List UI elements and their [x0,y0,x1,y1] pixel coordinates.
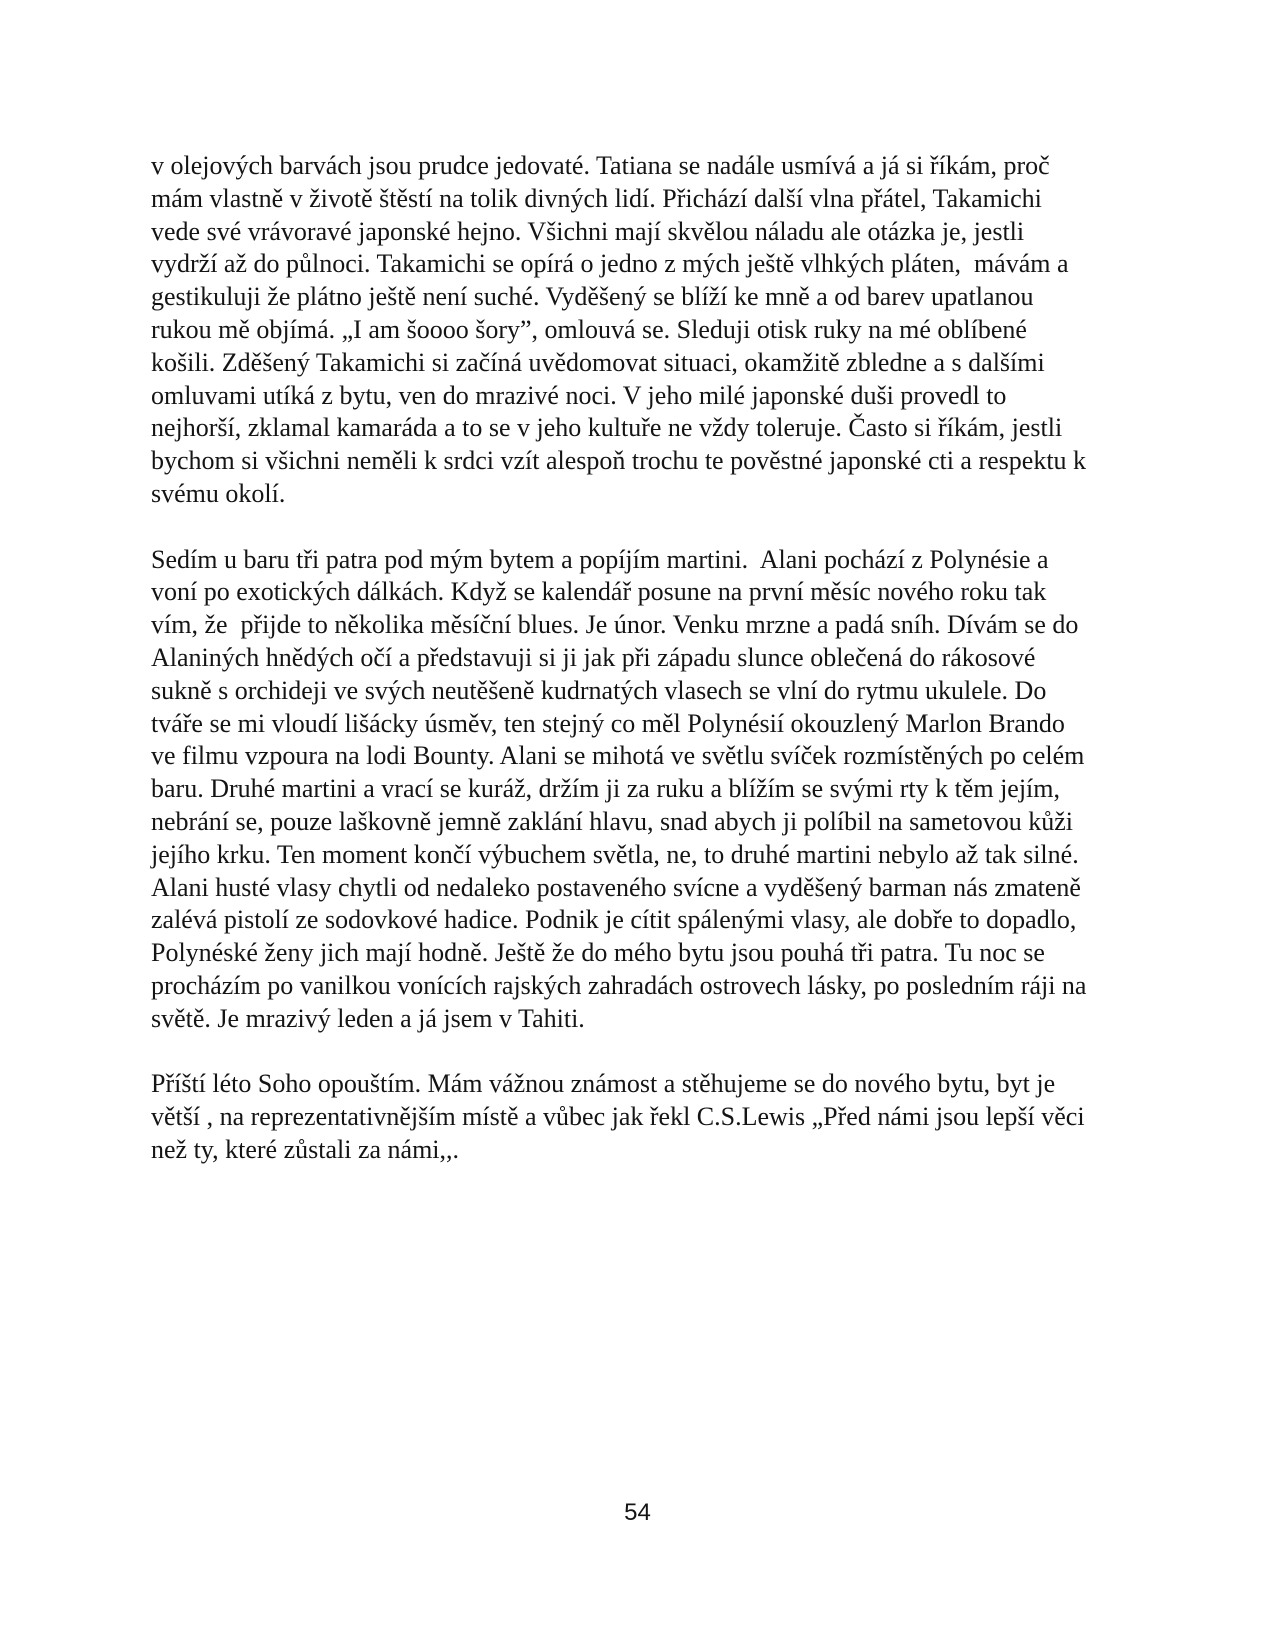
text-line: voní po exotických dálkách. Když se kalendář posune na první měsíc nového roku tak [151,577,1047,607]
paragraph-3 [151,1068,1131,1166]
text-line: baru. Druhé martini a vrací se kuráž, držím ji za ruku a blížím se svými rty k těm jejím, [151,774,1060,804]
text-line: košili. Zděšený Takamichi si začíná uvědomovat situaci, okamžitě zbledne a s dalšími [151,347,1045,377]
text-line: tváře se mi vloudí lišácky úsměv, ten stejný co měl Polynésií okouzlený Marlon Brando [151,708,1065,738]
text-line: Sedím u baru tři patra pod mým bytem a popíjím martini. Alani pochází z Polynésie a [151,544,1049,574]
text-line: sukně s orchideji ve svých neutěšeně kudrnatých vlasech se vlní do rytmu ukulele. Do [151,675,1047,705]
text-line: Polynéské ženy jich mají hodně. Ještě že do mého bytu jsou pouhá tři patra. Tu noc se [151,938,1045,968]
text-line: nebrání se, pouze laškovně jemně zaklání hlavu, snad abych ji políbil na sametovou kůži [151,806,1074,836]
text-line: Příští léto Soho opouštím. Mám vážnou známost a stěhujeme se do nového bytu, byt je [151,1069,1056,1099]
text-line: větší , na reprezentativnějším místě a vůbec jak řekl C.S.Lewis „Před námi jsou lepší věci [151,1102,1085,1132]
text-line: omluvami utíká z bytu, ven do mrazivé noci. V jeho milé japonské duši provedl to [151,380,1007,410]
text-line: svému okolí. [151,478,286,508]
text-line: vydrží až do půlnoci. Takamichi se opírá o jedno z mých ještě vlhkých pláten, mávám a [151,249,1069,279]
text-line: procházím po vanilkou vonících rajských zahradách ostrovech lásky, po posledním ráji na [151,970,1087,1000]
text-line: vím, že přijde to několika měsíční blues. Je únor. Venku mrzne a padá sníh. Dívám se do [151,610,1079,640]
text-line: světě. Je mrazivý leden a já jsem v Tahiti. [151,1003,585,1033]
paragraph-2 [151,544,1131,1036]
paragraph-1 [151,150,1131,511]
text-line: gestikuluji že plátno ještě není suché. Vyděšený se blíží ke mně a od barev upatlanou [151,282,1034,312]
text-line: bychom si všichni neměli k srdci vzít alespoň trochu te pověstné japonské cti a respektu k [151,446,1087,476]
text-line: jejího krku. Ten moment končí výbuchem světla, ne, to druhé martini nebylo až tak silné. [151,839,1079,869]
text-line: zalévá pistolí ze sodovkové hadice. Podnik je cítit spálenými vlasy, ale dobře to dopadlo, [151,905,1077,935]
text-line: rukou mě objímá. „I am šoooo šory”, omlouvá se. Sleduji otisk ruky na mé oblíbené [151,314,1027,344]
text-line: vede své vrávoravé japonské hejno. Všichni mají skvělou náladu ale otázka je, jestli [151,216,1025,246]
text-line: ve filmu vzpoura na lodi Bounty. Alani se mihotá ve světlu svíček rozmístěných po celém [151,741,1085,771]
body-text [151,150,1131,1167]
text-line: Alaniných hnědých očí a představuji si ji jak při západu slunce oblečená do rákosové [151,642,1036,672]
page-number: 54 [624,1499,651,1526]
text-line: mám vlastně v životě štěstí na tolik divných lidí. Přichází další vlna přátel, Takamichi [151,183,1042,213]
text-line: nejhorší, zklamal kamaráda a to se v jeho kultuře ne vždy toleruje. Často si říkám, jestli [151,413,1063,443]
text-line: Alani husté vlasy chytli od nedaleko postaveného svícne a vyděšený barman nás zmateně [151,872,1081,902]
text-line: než ty, které zůstali za námi,,. [151,1134,460,1164]
text-line: v olejových barvách jsou prudce jedovaté. Tatiana se nadále usmívá a já si říkám, proč [151,151,1050,180]
